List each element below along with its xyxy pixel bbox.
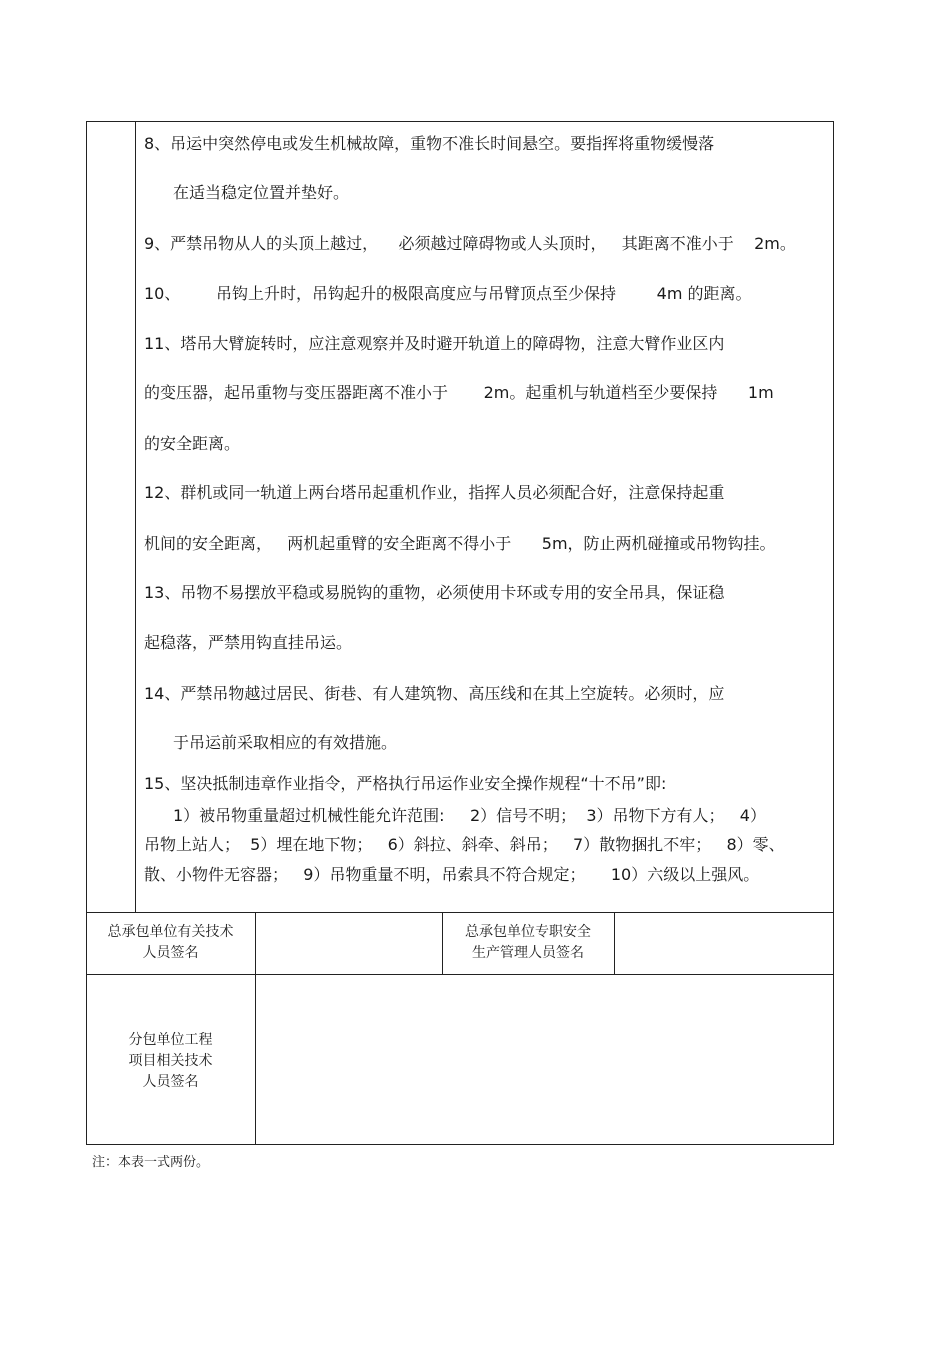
rule-15-line-1: 15、坚决抵制违章作业指令，严格执行吊运作业安全操作规程“十不吊”即:: [144, 774, 667, 793]
general-tech-signature-field[interactable]: [257, 914, 441, 973]
general-safety-label-line-2: 生产管理人员签名: [472, 945, 584, 961]
rule-14-line-1: 14、严禁吊物越过居民、街巷、有人建筑物、高压线和在其上空旋转。必须时，应: [144, 684, 725, 703]
rule-13-line-1: 13、吊物不易摆放平稳或易脱钩的重物，必须使用卡环或专用的安全吊具，保证稳: [144, 583, 725, 602]
rule-11-line-3: 的安全距离。: [144, 434, 241, 453]
rule-12-line-1: 12、群机或同一轨道上两台塔吊起重机作业，指挥人员必须配合好，注意保持起重: [144, 483, 725, 502]
rules-bottom-divider: [86, 912, 834, 913]
rule-9: 9、严禁吊物从人的头顶上越过， 必须越过障碍物或人头顶时， 其距离不准小于 2m。: [144, 234, 796, 253]
rule-11-line-2: 的变压器，起吊重物与变压器距离不准小于 2m。起重机与轨道档至少要保持 1m: [144, 383, 774, 402]
rule-14-line-2: 于吊运前采取相应的有效措施。: [173, 733, 398, 752]
general-tech-label-line-1: 总承包单位有关技术: [107, 924, 234, 940]
rule-13-line-2: 起稳落，严禁用钩直挂吊运。: [144, 633, 353, 652]
rule-12-line-2: 机间的安全距离， 两机起重臂的安全距离不得小于 5m，防止两机碰撞或吊物钩挂。: [144, 534, 776, 553]
general-safety-signature-label: [442, 922, 614, 964]
rule-8-line-1: 8、吊运中突然停电或发生机械故障，重物不准长时间悬空。要指挥将重物缓慢落: [144, 134, 715, 153]
safety-label-right-divider: [614, 912, 615, 974]
left-column-divider: [135, 121, 136, 913]
sub-tech-signature-label: [86, 1030, 255, 1093]
general-tech-label-line-2: 人员签名: [142, 945, 199, 961]
footnote: 注：本表一式两份。: [92, 1155, 210, 1170]
sub-tech-label-line-1: 分包单位工程: [128, 1032, 213, 1048]
rule-15-line-4: 散、小物件无容器； 9）吊物重量不明，吊索具不符合规定； 10）六级以上强风。: [144, 865, 760, 884]
rule-15-line-2: 1）被吊物重量超过机械性能允许范围: 2）信号不明； 3）吊物下方有人； 4）: [173, 806, 766, 825]
rule-11-line-1: 11、塔吊大臂旋转时，应注意观察并及时避开轨道上的障碍物，注意大臂作业区内: [144, 334, 725, 353]
rule-8-line-2: 在适当稳定位置并垫好。: [173, 183, 350, 202]
signature-label-divider: [255, 912, 256, 1145]
sub-tech-label-line-3: 人员签名: [142, 1074, 199, 1090]
sub-tech-signature-field[interactable]: [257, 976, 832, 1143]
sub-tech-label-line-2: 项目相关技术: [128, 1053, 213, 1069]
general-safety-signature-field[interactable]: [616, 914, 832, 973]
signature-row-divider: [86, 974, 834, 975]
rule-10: 10、 吊钩上升时，吊钩起升的极限高度应与吊臂顶点至少保持 4m 的距离。: [144, 284, 752, 303]
rule-15-line-3: 吊物上站人； 5）埋在地下物； 6）斜拉、斜牵、斜吊； 7）散物捆扎不牢； 8）零、: [144, 835, 785, 854]
general-safety-label-line-1: 总承包单位专职安全: [465, 924, 591, 940]
general-tech-signature-label: [86, 922, 255, 964]
